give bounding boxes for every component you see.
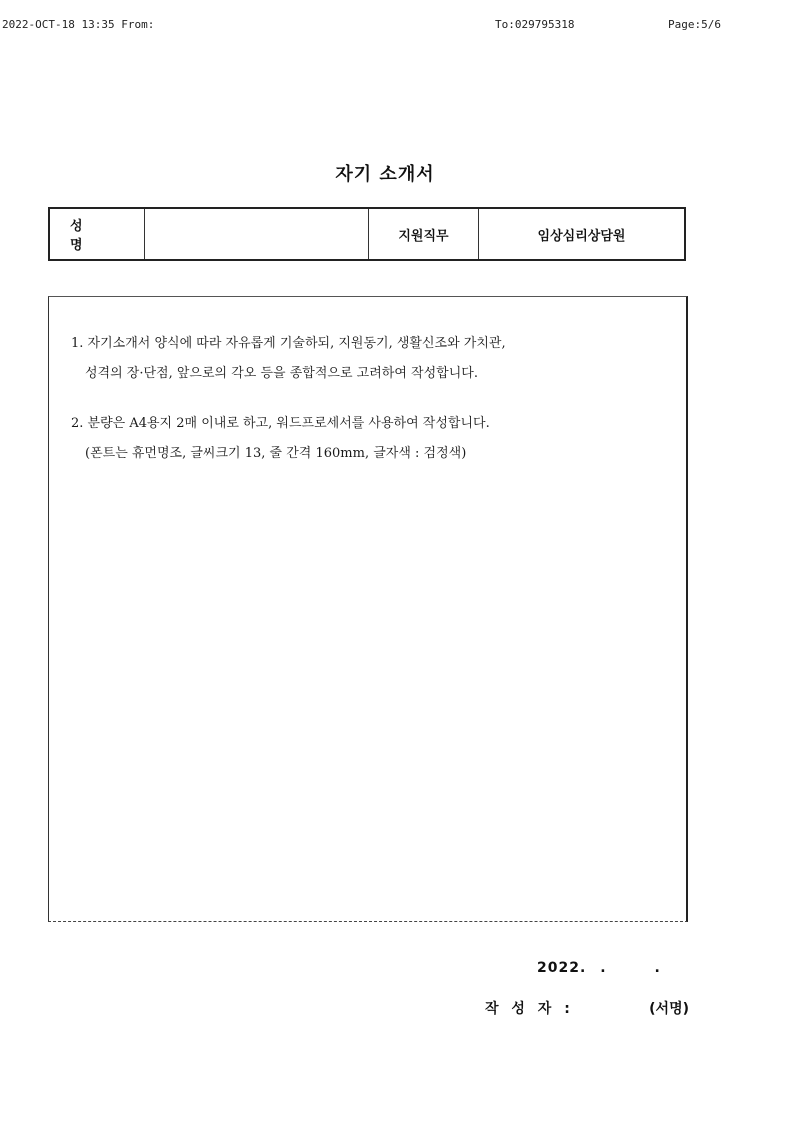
date-blanks: . .: [600, 960, 682, 976]
self-introduction-box[interactable]: [48, 296, 688, 922]
signature-label: (서명): [649, 1001, 689, 1017]
instruction-1-line-1: 1. 자기소개서 양식에 따라 자유롭게 기술하되, 지원동기, 생활신조와 가치관,: [71, 336, 506, 351]
document-title: 자기 소개서: [335, 164, 435, 185]
author-line: [485, 998, 695, 1018]
fax-timestamp-from: 2022-OCT-18 13:35 From:: [2, 18, 155, 31]
instruction-item-1: [71, 329, 506, 389]
fax-page-number: Page:5/6: [668, 18, 721, 31]
fax-header: [0, 18, 794, 34]
author-label: 작 성 자 :: [485, 1001, 574, 1017]
name-label-cell: [50, 209, 145, 259]
instruction-1-line-2: 성격의 장·단점, 앞으로의 각오 등을 종합적으로 고려하여 작성합니다.: [85, 366, 478, 381]
job-value: 임상심리상담원: [537, 228, 626, 244]
name-label: 성 명: [70, 219, 105, 253]
name-value-field[interactable]: [145, 209, 369, 259]
fax-to-number: To:029795318: [495, 18, 575, 31]
date-year: 2022.: [537, 960, 587, 976]
instruction-2-line-2: (폰트는 휴먼명조, 글씨크기 13, 줄 간격 160mm, 글자색 : 검정색): [85, 446, 467, 461]
applicant-info-table: [48, 207, 686, 261]
job-label: 지원직무: [369, 209, 479, 259]
date-line: [537, 960, 682, 976]
instruction-2-line-1: 2. 분량은 A4용지 2매 이내로 하고, 워드프로세서를 사용하여 작성합니다.: [71, 416, 490, 431]
instruction-item-2: [71, 409, 490, 469]
